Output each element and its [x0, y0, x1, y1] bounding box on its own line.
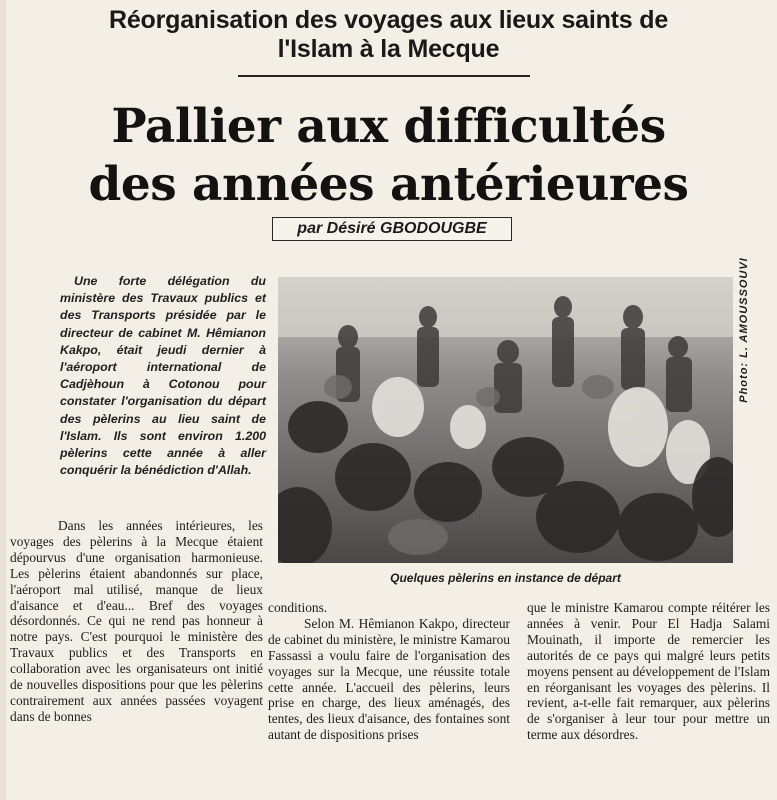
kicker-line-2: l'Islam à la Mecque — [277, 35, 500, 63]
photo-credit: Photo: L. AMOUSSOUVI — [738, 257, 750, 403]
kicker-underline — [238, 75, 530, 77]
lead-paragraph: Une forte délégation du ministère des Travaux publics et des Transports présidée par le directeur de cabinet M. Hêmianon Kakpo, était jeudi dernier à l'aéroport international de Cadjèhoun à Cotonou pour constater l'organisation du départ des pèlerins au lieu saint de l'Islam. Ils sont environ 1.200 pèlerins cette année à aller conquérir la bénédiction d'Allah. — [60, 274, 266, 478]
article-kicker — [0, 6, 777, 64]
kicker-line-1: Réorganisation des voyages aux lieux saints de — [108, 6, 669, 34]
body-column-3: que le ministre Kamarou compte réitérer les années à venir. Pour El Hadja Salami Mouinath, il importe de remercier les autorités de ce pays qui malgré leurs petits moyens pensent au développement de l'Islam en réorganisant les voyages des pèlerins. Il revient, a-t-elle fait remarquer, aux pèlerins de s'organiser à leur tour pour mettre un terme aux désordres. — [527, 600, 770, 743]
body-column-2 — [268, 600, 510, 743]
article-photo — [278, 277, 733, 563]
photo-crowd-image — [278, 277, 733, 563]
body-column-1: Dans les années intérieures, les voyages des pèlerins à la Mecque étaient dépourvus d'une organisation harmonieuse. Les pèlerins étaient abandonnés sur place, l'aéroport mal utilisé, manque de lieux d'aisance et d'eau... Bref des voyages désordonnés. Ce qui ne rend pas honneur à notre pays. C'est pourquoi le ministère des Travaux publics et des Transports en collaboration avec les organisateurs ont initié de nouvelles dispositions pour que les pèlerins contrairement aux années passées voyagent dans de bonnes — [10, 518, 263, 724]
article-headline — [0, 98, 777, 214]
headline-line-1: Pallier aux difficultés — [111, 99, 666, 154]
photo-caption: Quelques pèlerins en instance de départ — [390, 571, 621, 585]
headline-line-2: des années antérieures — [88, 157, 689, 212]
byline-box — [272, 217, 512, 241]
column-2-paragraph: Selon M. Hêmianon Kakpo, directeur de cabinet du ministère, le ministre Kamarou Fassassi a voulu faire de l'organisation des voyages sur la Mecque, une réussite totale cette année. L'accueil des pèlerins, leurs prise en charge, des lieux aménagés, des tentes, des lieux d'aisance, des fontaines sont autant de dispositions prises — [268, 615, 510, 743]
column-2-continuation: conditions. — [268, 600, 328, 615]
byline: par Désiré GBODOUGBE — [297, 220, 487, 237]
